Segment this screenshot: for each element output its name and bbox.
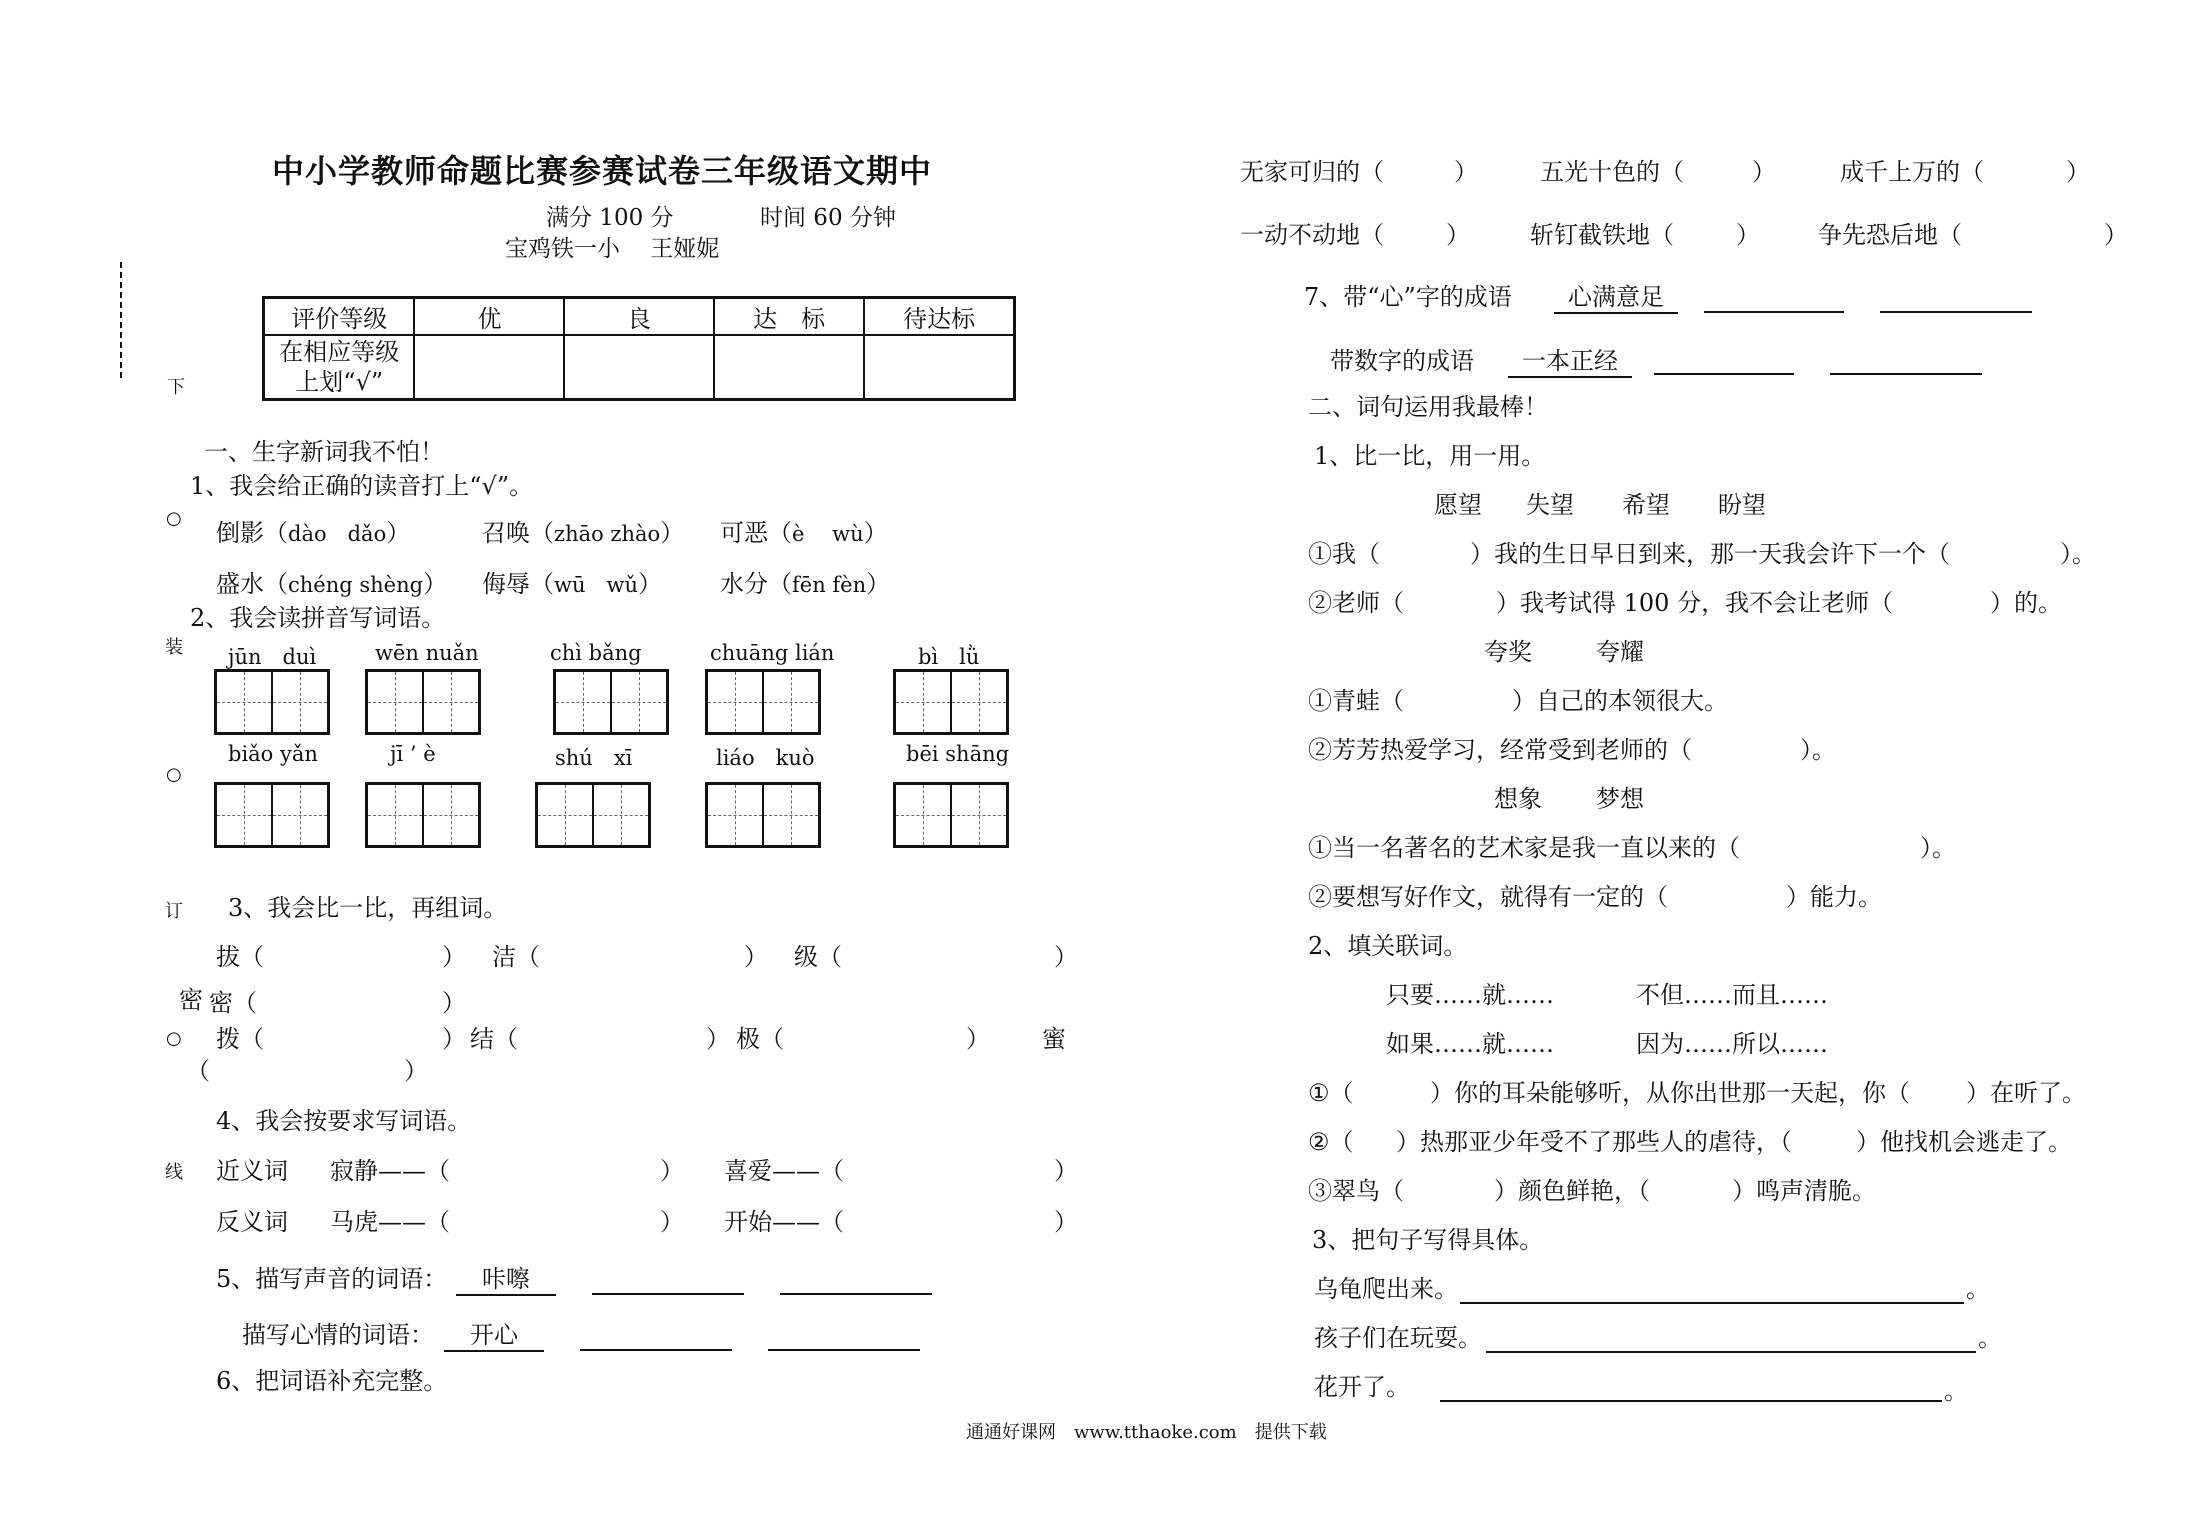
s3-period-1: 。 xyxy=(1966,1275,1990,1303)
s1-line5-b: ）。 xyxy=(1920,834,1956,862)
idiom-chengqianshangwan: 成千上万的（ xyxy=(1840,158,1984,186)
margin-mark-xia: 下 xyxy=(167,377,185,398)
q4-xiai-close: ） xyxy=(1054,1157,1078,1185)
pinyin-label: chì bǎng xyxy=(550,641,642,665)
s3-blank-1[interactable] xyxy=(1460,1302,1964,1304)
q1-item-shuifen: 水分（fēn fèn） xyxy=(720,570,891,598)
word-yuanwang: 愿望 xyxy=(1434,491,1482,519)
q7-num-label: 带数字的成语 xyxy=(1330,347,1474,375)
q5-mood-blank-2[interactable] xyxy=(768,1349,920,1351)
eval-label-line1: 在相应等级 xyxy=(279,338,400,366)
q4-xiai: 喜爱——（ xyxy=(724,1157,844,1185)
q3-mi2-char: 蜜 xyxy=(1042,1025,1066,1053)
pinyin-label: jī ’ è xyxy=(390,742,436,766)
writing-grid[interactable] xyxy=(365,782,481,848)
margin-circle-3: ○ xyxy=(166,1028,182,1049)
footer-credit: 通通好课网 www.tthaoke.com 提供下载 xyxy=(966,1422,1327,1443)
q5-sound-blank-2[interactable] xyxy=(780,1293,932,1295)
writing-grid[interactable] xyxy=(705,669,821,735)
pinyin-options[interactable]: è wù xyxy=(792,522,864,546)
q1-item-daoying: 倒影（dào dǎo） xyxy=(216,519,411,547)
author-info: 宝鸡铁一小 王娅妮 xyxy=(505,236,720,262)
conj-zhiyao: 只要……就…… xyxy=(1386,981,1554,1009)
margin-circle-1: ○ xyxy=(166,508,182,529)
q4-mahu: 马虎——（ xyxy=(330,1208,450,1236)
binding-line xyxy=(120,262,122,378)
s3-period-2: 。 xyxy=(1978,1324,2002,1352)
q3-mi2-close: ） xyxy=(404,1057,428,1085)
s1-line1-a: ①我（ xyxy=(1308,540,1380,568)
pinyin-label: biǎo yǎn xyxy=(228,742,318,766)
idiom-zhengxiankonghou: 争先恐后地（ xyxy=(1818,221,1962,249)
pinyin-label: jūn duì xyxy=(228,645,317,669)
pinyin-label: bì lǜ xyxy=(918,645,980,669)
pinyin-label: chuāng lián xyxy=(710,641,835,665)
s1-line1-c: ）。 xyxy=(2060,540,2096,568)
pinyin-label: liáo kuò xyxy=(716,746,815,770)
q1-item-zhaohuan: 召唤（zhāo zhào） xyxy=(482,519,685,547)
q3-ji2-open: 极（ xyxy=(736,1025,784,1053)
q5-sound-example: 咔嚓 xyxy=(456,1264,556,1296)
word-shiwang: 失望 xyxy=(1526,491,1574,519)
idiom-yidongbudong: 一动不动地（ xyxy=(1240,221,1384,249)
s3-period-3: 。 xyxy=(1944,1377,1968,1405)
pinyin-options[interactable]: wū wǔ xyxy=(554,573,638,597)
eval-cell-excellent[interactable] xyxy=(414,335,564,400)
q4-jijing-close: ） xyxy=(660,1157,684,1185)
q2-instruction: 2、我会读拼音写词语。 xyxy=(190,604,446,632)
q3-jie2-open: 结（ xyxy=(470,1025,518,1053)
q5-mood-blank-1[interactable] xyxy=(580,1349,732,1351)
q4-mahu-close: ） xyxy=(660,1208,684,1236)
idiom-zhandingjietie: 斩钉截铁地（ xyxy=(1530,221,1674,249)
q3-mi2-open: （ xyxy=(186,1057,210,1085)
idiom-close: ） xyxy=(1752,158,1776,186)
evaluation-table xyxy=(262,296,1016,401)
s2-line2-a: ②（ xyxy=(1308,1128,1354,1156)
s3-sentence-3: 花开了。 xyxy=(1314,1373,1410,1401)
s2-line1-b: ）你的耳朵能够听，从你出世那一天起，你（ xyxy=(1430,1079,1910,1107)
s1-line3-a: ①青蛙（ xyxy=(1308,687,1404,715)
margin-mark-xian: 线 xyxy=(165,1162,183,1183)
q3-ba-close: ） xyxy=(442,943,466,971)
q3-ji-open: 级（ xyxy=(794,943,842,971)
q7-xin-label: 7、带“心”字的成语 xyxy=(1304,283,1512,311)
q3-bo-open: 拨（ xyxy=(216,1025,264,1053)
writing-grid[interactable] xyxy=(553,669,669,735)
q4-kaishi-close: ） xyxy=(1054,1208,1078,1236)
s3-blank-3[interactable] xyxy=(1440,1400,1942,1402)
q3-mi-paren: 密（ xyxy=(209,989,257,1017)
writing-grid[interactable] xyxy=(535,782,651,848)
word-xiwang: 希望 xyxy=(1622,491,1670,519)
idiom-close: ） xyxy=(1446,221,1470,249)
q5-mood-example: 开心 xyxy=(444,1320,544,1352)
s1-line4-a: ②芳芳热爱学习，经常受到老师的（ xyxy=(1308,736,1692,764)
q7-xin-example: 心满意足 xyxy=(1554,282,1678,314)
q4-instruction: 4、我会按要求写词语。 xyxy=(216,1107,472,1135)
s1-line6-a: ②要想写好作文，就得有一定的（ xyxy=(1308,883,1668,911)
q3-bo-close: ） xyxy=(442,1025,466,1053)
q3-ba-open: 拔（ xyxy=(216,943,264,971)
q7-num-example: 一本正经 xyxy=(1508,346,1632,378)
q4-synonym-label: 近义词 xyxy=(216,1157,288,1185)
eval-row-label xyxy=(264,335,415,400)
idiom-close: ） xyxy=(1454,158,1478,186)
q6-instruction: 6、把词语补充完整。 xyxy=(216,1367,448,1395)
s1-line4-b: ）。 xyxy=(1800,736,1836,764)
pinyin-label: bēi shāng xyxy=(906,742,1010,766)
word-panwang: 盼望 xyxy=(1718,491,1766,519)
s2-line2-b: ）热那亚少年受不了那些人的虐待，（ xyxy=(1396,1128,1792,1156)
q3-jie2-close: ） xyxy=(706,1025,730,1053)
idiom-close: ） xyxy=(2104,221,2128,249)
margin-circle-2: ○ xyxy=(166,764,182,785)
idiom-close: ） xyxy=(2066,158,2090,186)
q3-mi-close: ） xyxy=(442,989,466,1017)
pinyin-label: shú xī xyxy=(555,746,633,770)
conj-ruguo: 如果……就…… xyxy=(1386,1030,1554,1058)
margin-mark-mi: 密 xyxy=(179,986,203,1014)
q5-sound-label: 5、描写声音的词语： xyxy=(216,1265,448,1293)
q3-ji2-close: ） xyxy=(966,1025,990,1053)
q4-jijing: 寂静——（ xyxy=(330,1157,450,1185)
q7-xin-blank-1[interactable] xyxy=(1704,311,1844,313)
s2-line2-c: ）他找机会逃走了。 xyxy=(1856,1128,2072,1156)
q5-mood-label: 描写心情的词语： xyxy=(242,1321,434,1349)
eval-head-pass: 达 标 xyxy=(714,298,864,336)
writing-grid[interactable] xyxy=(214,669,330,735)
writing-grid[interactable] xyxy=(214,782,330,848)
s3-instruction: 3、把句子写得具体。 xyxy=(1312,1226,1544,1254)
s1-instruction: 1、比一比，用一用。 xyxy=(1314,442,1546,470)
q3-jie-open: 洁（ xyxy=(492,943,540,971)
s2-line1-a: ①（ xyxy=(1308,1079,1354,1107)
time-limit: 时间 60 分钟 xyxy=(760,205,896,231)
word-xiangxiang: 想象 xyxy=(1494,785,1542,813)
q5-sound-blank-1[interactable] xyxy=(592,1293,744,1295)
eval-cell-pass[interactable] xyxy=(714,335,864,400)
pinyin-options[interactable]: chéng shèng xyxy=(288,573,424,597)
writing-grid[interactable] xyxy=(893,782,1009,848)
idiom-wuguangshise: 五光十色的（ xyxy=(1540,158,1684,186)
word-kuayao: 夸耀 xyxy=(1596,638,1644,666)
q7-num-blank-1[interactable] xyxy=(1654,373,1794,375)
section1-heading: 一、生字新词我不怕！ xyxy=(204,438,444,466)
q3-jie-close: ） xyxy=(744,943,768,971)
pinyin-options[interactable]: fēn fèn xyxy=(792,573,867,597)
writing-grid[interactable] xyxy=(893,669,1009,735)
s2-line3-b: ）颜色鲜艳，（ xyxy=(1494,1177,1650,1205)
s2-line3-c: ）鸣声清脆。 xyxy=(1732,1177,1876,1205)
eval-head-fail: 待达标 xyxy=(864,298,1014,336)
exam-title: 中小学教师命题比赛参赛试卷三年级语文期中 xyxy=(272,152,933,190)
eval-label-line2: 上划“√” xyxy=(295,368,384,396)
eval-cell-good[interactable] xyxy=(564,335,714,400)
margin-mark-ding: 订 xyxy=(165,901,183,922)
s2-line1-c: ）在听了。 xyxy=(1966,1079,2086,1107)
s1-line1-b: ）我的生日早日到来，那一天我会许下一个（ xyxy=(1470,540,1950,568)
eval-head-grade: 评价等级 xyxy=(264,298,415,336)
eval-head-excellent: 优 xyxy=(414,298,564,336)
s2-line3-a: ③翠鸟（ xyxy=(1308,1177,1404,1205)
q3-ji-close: ） xyxy=(1054,943,1078,971)
q1-item-kewu: 可恶（è wù） xyxy=(720,519,888,547)
word-mengxiang: 梦想 xyxy=(1596,785,1644,813)
conj-yinwei: 因为……所以…… xyxy=(1636,1030,1828,1058)
eval-cell-fail[interactable] xyxy=(864,335,1014,400)
pinyin-options[interactable]: zhāo zhào xyxy=(554,522,661,546)
eval-head-good: 良 xyxy=(564,298,714,336)
s1-line6-b: ）能力。 xyxy=(1786,883,1882,911)
s1-line3-b: ）自己的本领很大。 xyxy=(1512,687,1728,715)
q4-kaishi: 开始——（ xyxy=(724,1208,844,1236)
conj-budan: 不但……而且…… xyxy=(1636,981,1828,1009)
s1-line2-a: ②老师（ xyxy=(1308,589,1404,617)
margin-mark-zhuang: 装 xyxy=(165,637,183,658)
idiom-close: ） xyxy=(1736,221,1760,249)
s3-sentence-2: 孩子们在玩耍。 xyxy=(1314,1324,1482,1352)
q7-num-blank-2[interactable] xyxy=(1830,373,1982,375)
writing-grid[interactable] xyxy=(365,669,481,735)
pinyin-options[interactable]: dào dǎo xyxy=(288,522,387,546)
q1-instruction: 1、我会给正确的读音打上“√”。 xyxy=(190,472,534,500)
writing-grid[interactable] xyxy=(705,782,821,848)
q1-item-wuru: 侮辱（wū wǔ） xyxy=(482,570,662,598)
full-score: 满分 100 分 xyxy=(546,205,674,231)
s3-sentence-1: 乌龟爬出来。 xyxy=(1314,1275,1458,1303)
s3-blank-2[interactable] xyxy=(1486,1351,1976,1353)
pinyin-label: wēn nuǎn xyxy=(375,641,479,665)
s1-line2-c: ）的。 xyxy=(1990,589,2062,617)
idiom-wujiakegui: 无家可归的（ xyxy=(1240,158,1384,186)
s2-instruction: 2、填关联词。 xyxy=(1308,932,1468,960)
q3-instruction: 3、我会比一比，再组词。 xyxy=(228,894,508,922)
section2-heading: 二、词句运用我最棒！ xyxy=(1308,393,1548,421)
word-kuajiang: 夸奖 xyxy=(1484,638,1532,666)
q1-item-shengshui: 盛水（chéng shèng） xyxy=(216,570,448,598)
q4-antonym-label: 反义词 xyxy=(216,1208,288,1236)
s1-line5-a: ①当一名著名的艺术家是我一直以来的（ xyxy=(1308,834,1740,862)
q7-xin-blank-2[interactable] xyxy=(1880,311,2032,313)
s1-line2-b: ）我考试得 100 分，我不会让老师（ xyxy=(1496,589,1894,617)
